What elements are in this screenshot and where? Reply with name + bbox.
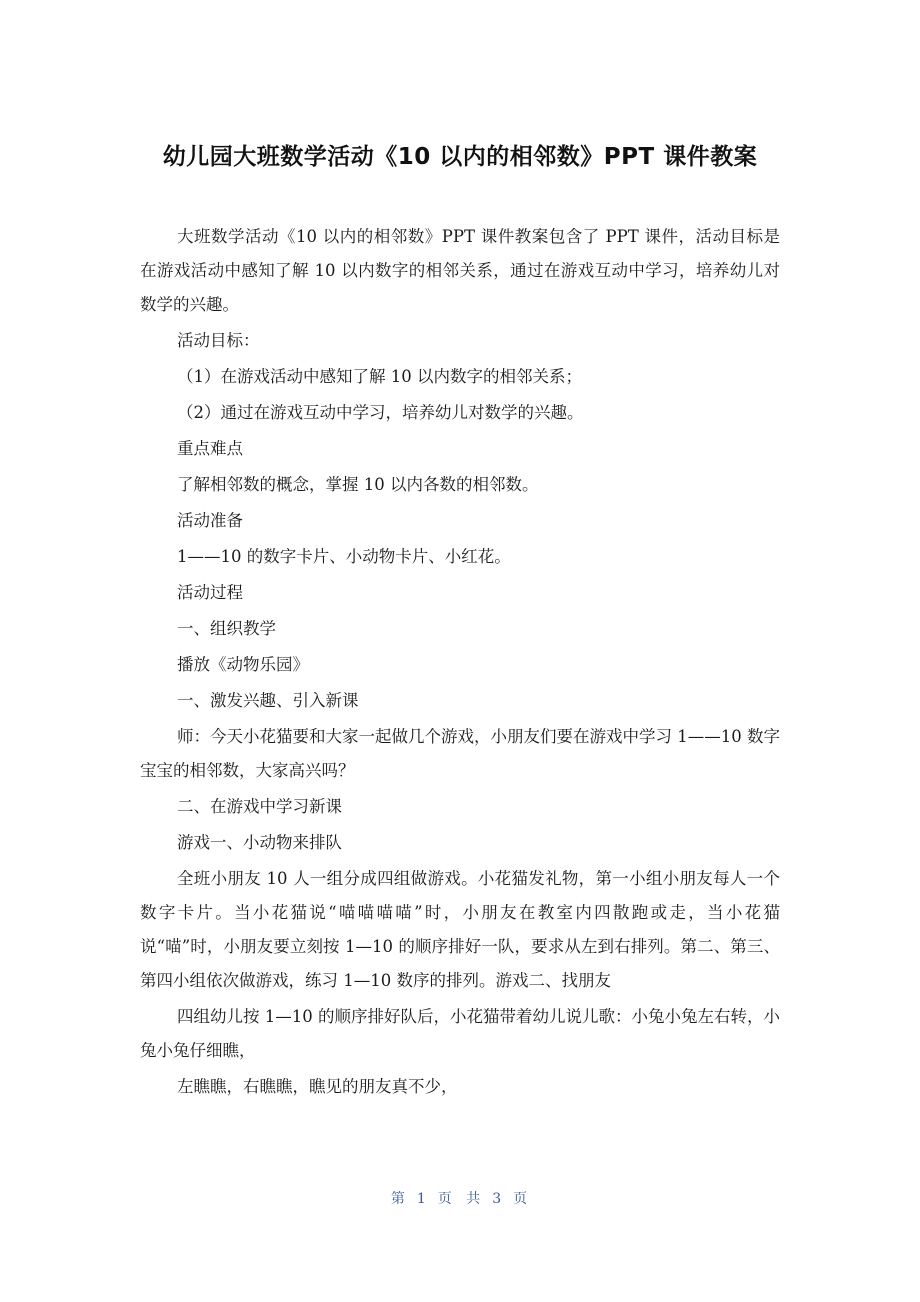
paragraph-key-points-heading: 重点难点 (177, 439, 243, 458)
footer-end-label: 页 (513, 1191, 530, 1207)
footer-of-label: 页 共 (437, 1191, 483, 1207)
paragraph-preparation: 1——10 的数字卡片、小动物卡片、小红花。 (177, 547, 511, 566)
paragraph-preparation-heading: 活动准备 (177, 511, 243, 530)
page-footer (0, 1188, 920, 1208)
document-title: 幼儿园大班数学活动《10 以内的相邻数》PPT 课件教案 (162, 144, 758, 170)
paragraph-intro: 大班数学活动《10 以内的相邻数》PPT 课件教案包含了 PPT 课件，活动目标是在游戏活动中感知了解 10 以内数字的相邻关系，通过在游戏互动中学习，培养幼儿对数学的兴趣。 (140, 227, 780, 314)
paragraph-goals-heading: 活动目标： (177, 331, 260, 350)
paragraph-play-music: 播放《动物乐园》 (177, 655, 309, 674)
paragraph-teacher-intro: 师：今天小花猫要和大家一起做几个游戏，小朋友们要在游戏中学习 1——10 数字宝宝的相邻数，大家高兴吗？ (140, 727, 780, 780)
paragraph-process-heading: 活动过程 (177, 583, 243, 602)
paragraph-game-1: 全班小朋友 10 人一组分成四组做游戏。小花猫发礼物，第一小组小朋友每人一个数字卡片。当小花猫说“喵喵喵喵”时，小朋友在教室内四散跑或走，当小花猫说“喵”时，小朋友要立刻按 1—10 的顺序排好一队，要求从左到右排列。第二、第三、第四小组依次做游戏，练习 1—10 数序的排列。游戏二、找朋友 (140, 869, 780, 990)
paragraph-goal-1: （1）在游戏活动中感知了解 10 以内数字的相邻关系； (177, 367, 582, 386)
paragraph-learn-heading: 二、在游戏中学习新课 (177, 797, 342, 816)
paragraph-stimulate: 一、激发兴趣、引入新课 (177, 691, 359, 710)
footer-current-page: 1 (416, 1191, 428, 1207)
paragraph-key-points: 了解相邻数的概念，掌握 10 以内各数的相邻数。 (177, 475, 539, 494)
paragraph-game-2: 四组幼儿按 1—10 的顺序排好队后，小花猫带着幼儿说儿歌：小兔小兔左右转，小兔小兔仔细瞧， (140, 1007, 780, 1060)
paragraph-game-1-heading: 游戏一、小动物来排队 (177, 833, 342, 852)
paragraph-organize: 一、组织教学 (177, 619, 276, 638)
paragraph-rhyme: 左瞧瞧，右瞧瞧，瞧见的朋友真不少， (177, 1077, 458, 1096)
footer-total-pages: 3 (492, 1191, 504, 1207)
paragraph-goal-2: （2）通过在游戏互动中学习，培养幼儿对数学的兴趣。 (177, 403, 584, 422)
footer-page-label: 第 (390, 1191, 407, 1207)
document-body (140, 220, 780, 1106)
